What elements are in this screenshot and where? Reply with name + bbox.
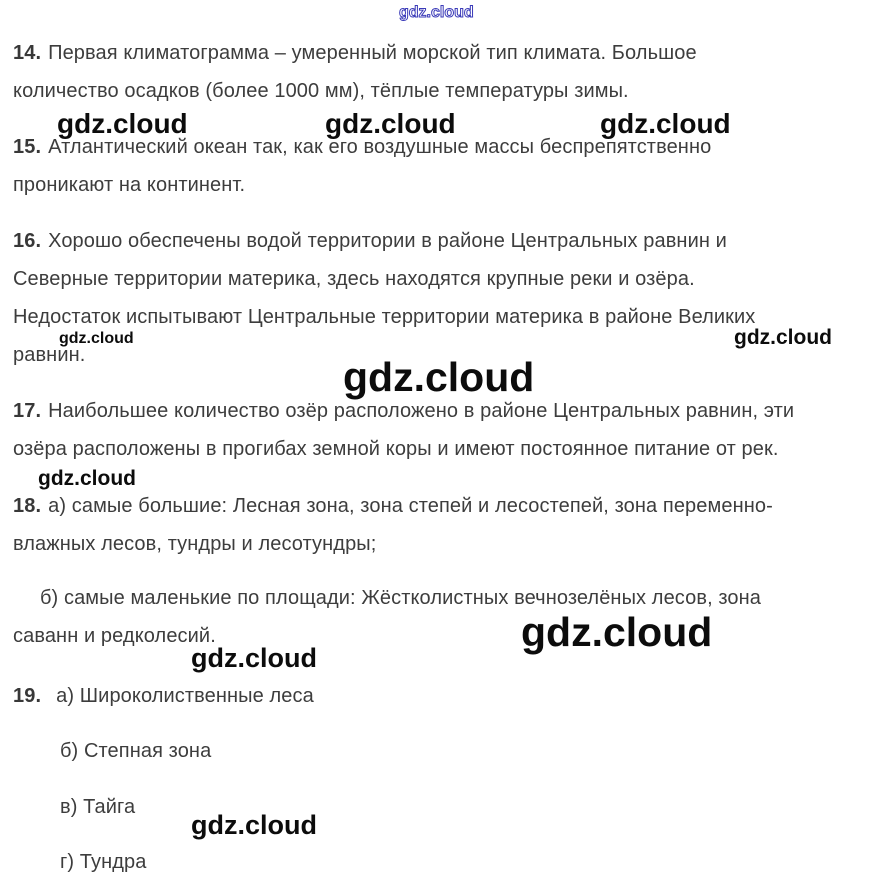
answer-block-17 — [13, 392, 794, 468]
answer-line: в) Тайга — [60, 796, 136, 818]
answer-block-19 — [13, 677, 314, 715]
answer-block-14 — [13, 34, 697, 110]
answer-line — [13, 128, 711, 166]
answer-line: Северные территории материка, здесь находятся крупные реки и озёра. — [13, 268, 695, 290]
answer-block-19v — [13, 788, 135, 826]
answer-line: г) Тундра — [60, 851, 147, 873]
answer-text: а) самые большие: Лесная зона, зона степей и лесостепей, зона переменно- — [48, 495, 773, 517]
answer-text: Атлантический океан так, как его воздушные массы беспрепятственно — [48, 136, 712, 158]
answer-line: равнин. — [13, 344, 86, 366]
answer-block-18b — [13, 579, 761, 655]
answer-text: а) Широколиственные леса — [56, 685, 314, 707]
answer-block-19g — [13, 843, 146, 881]
gdz-cloud-watermark-mid-bottom-1: gdz.cloud — [191, 643, 317, 673]
gdz-cloud-watermark-row-right: gdz.cloud — [600, 108, 731, 139]
answer-number: 15. — [13, 136, 42, 158]
answer-number: 18. — [13, 495, 42, 517]
gdz-cloud-watermark-large-center: gdz.cloud — [343, 354, 535, 400]
answer-block-15 — [13, 128, 711, 204]
gdz-cloud-watermark-top: gdz.cloud — [399, 4, 474, 21]
gdz-cloud-watermark-large-bottom: gdz.cloud — [521, 609, 713, 655]
answer-line: количество осадков (более 1000 мм), тёплые температуры зимы. — [13, 80, 629, 102]
gdz-cloud-watermark-mid-bottom-2: gdz.cloud — [191, 810, 317, 840]
gdz-cloud-watermark-row-left: gdz.cloud — [57, 108, 188, 139]
answer-number: 19. — [13, 685, 42, 707]
answer-number: 14. — [13, 42, 42, 64]
answer-block-16 — [13, 222, 755, 374]
answer-line: проникают на континент. — [13, 174, 246, 196]
answer-line: влажных лесов, тундры и лесотундры; — [13, 533, 377, 555]
answer-text: Хорошо обеспечены водой территории в районе Центральных равнин и — [48, 230, 727, 252]
gdz-cloud-watermark-mid-right: gdz.cloud — [734, 326, 832, 349]
answer-block-19b — [13, 732, 211, 770]
answer-line: б) самые маленькие по площади: Жёстколистных вечнозелёных лесов, зона — [40, 587, 762, 609]
answer-line — [13, 222, 755, 260]
gdz-cloud-watermark-row-center: gdz.cloud — [325, 108, 456, 139]
answer-line — [13, 392, 794, 430]
answer-line — [13, 677, 314, 715]
answer-line — [13, 487, 773, 525]
answer-text: Наибольшее количество озёр расположено в районе Центральных равнин, эти — [48, 400, 795, 422]
answer-block-18a — [13, 487, 773, 563]
answer-line — [13, 34, 697, 72]
answer-line: озёра расположены в прогибах земной коры и имеют постоянное питание от рек. — [13, 438, 779, 460]
answer-text: Первая климатограмма – умеренный морской тип климата. Большое — [48, 42, 697, 64]
answer-number: 16. — [13, 230, 42, 252]
answer-line: саванн и редколесий. — [13, 625, 216, 647]
answer-number: 17. — [13, 400, 42, 422]
answer-line: Недостаток испытывают Центральные территории материка в районе Великих — [13, 306, 756, 328]
gdz-cloud-watermark-small-left: gdz.cloud — [59, 330, 134, 347]
gdz-cloud-watermark-left-18: gdz.cloud — [38, 467, 136, 490]
answer-line: б) Степная зона — [60, 740, 212, 762]
